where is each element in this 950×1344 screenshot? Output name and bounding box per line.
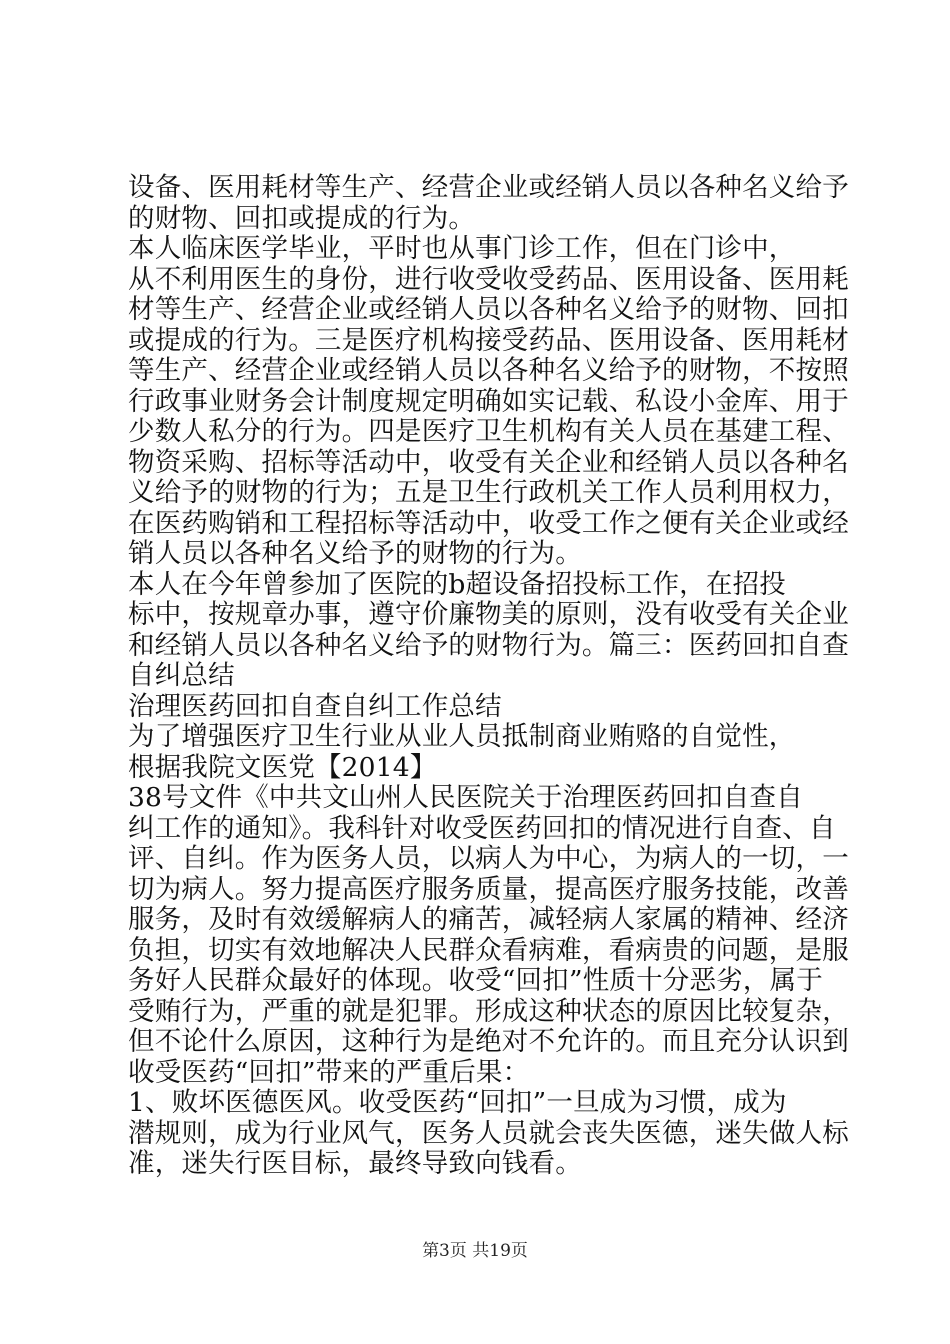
body-text-line: 销人员以各种名义给予的财物的行为。 [128, 538, 582, 569]
body-text-line: 潜规则，成为行业风气，医务人员就会丧失医德，迷失做人标 [128, 1118, 849, 1149]
body-text-line: 自纠总结 [128, 660, 235, 691]
body-text-line: 本人临床医学毕业，平时也从事门诊工作，但在门诊中， [128, 233, 796, 264]
body-text-line: 本人在今年曾参加了医院的b超设备招投标工作，在招投 [128, 569, 786, 600]
body-text-line: 少数人私分的行为。四是医疗卫生机构有关人员在基建工程、 [128, 416, 849, 447]
body-text-line: 受贿行为，严重的就是犯罪。形成这种状态的原因比较复杂， [128, 996, 849, 1027]
body-text-line: 在医药购销和工程招标等活动中，收受工作之便有关企业或经 [128, 508, 849, 539]
body-text-line: 但不论什么原因，这种行为是绝对不允许的。而且充分认识到 [128, 1026, 849, 1057]
body-text-line: 和经销人员以各种名义给予的财物行为。篇三：医药回扣自查 [128, 630, 849, 661]
body-text-line: 服务，及时有效缓解病人的痛苦，减轻病人家属的精神、经济 [128, 904, 849, 935]
body-text-line: 等生产、经营企业或经销人员以各种名义给予的财物，不按照 [128, 355, 849, 386]
body-text-line: 义给予的财物的行为；五是卫生行政机关工作人员利用权力， [128, 477, 849, 508]
body-text-line: 或提成的行为。三是医疗机构接受药品、医用设备、医用耗材 [128, 325, 849, 356]
body-text-line: 负担，切实有效地解决人民群众看病难，看病贵的问题，是服 [128, 935, 849, 966]
body-text-line: 物资采购、招标等活动中，收受有关企业和经销人员以各种名 [128, 447, 849, 478]
page-number-footer: 第3页 共19页 [422, 1241, 528, 1261]
body-text-line: 为了增强医疗卫生行业从业人员抵制商业贿赂的自觉性， [128, 721, 796, 752]
section-heading: 治理医药回扣自查自纠工作总结 [128, 691, 502, 722]
body-text-line: 评、自纠。作为医务人员，以病人为中心，为病人的一切，一 [128, 843, 849, 874]
body-text-line: 纠工作的通知》。我科针对收受医药回扣的情况进行自查、自 [128, 813, 836, 844]
body-text-line: 根据我院文医党【2014】 [128, 752, 437, 783]
body-text-line: 材等生产、经营企业或经销人员以各种名义给予的财物、回扣 [128, 294, 849, 325]
body-text-line: 1、败坏医德医风。收受医药“回扣”一旦成为习惯，成为 [128, 1087, 787, 1118]
body-text-line: 准，迷失行医目标，最终导致向钱看。 [128, 1148, 582, 1179]
body-text-line: 38号文件《中共文山州人民医院关于治理医药回扣自查自 [128, 782, 803, 813]
body-text-line: 行政事业财务会计制度规定明确如实记载、私设小金库、用于 [128, 386, 849, 417]
body-text-line: 务好人民群众最好的体现。收受“回扣”性质十分恶劣，属于 [128, 965, 823, 996]
body-text-line: 的财物、回扣或提成的行为。 [128, 203, 476, 234]
body-text-line: 从不利用医生的身份，进行收受收受药品、医用设备、医用耗 [128, 264, 849, 295]
body-text-line: 设备、医用耗材等生产、经营企业或经销人员以各种名义给予 [128, 172, 849, 203]
body-text-line: 切为病人。努力提高医疗服务质量，提高医疗服务技能，改善 [128, 874, 849, 905]
body-text-line: 收受医药“回扣”带来的严重后果： [128, 1057, 530, 1088]
body-text-line: 标中，按规章办事，遵守价廉物美的原则，没有收受有关企业 [128, 599, 849, 630]
